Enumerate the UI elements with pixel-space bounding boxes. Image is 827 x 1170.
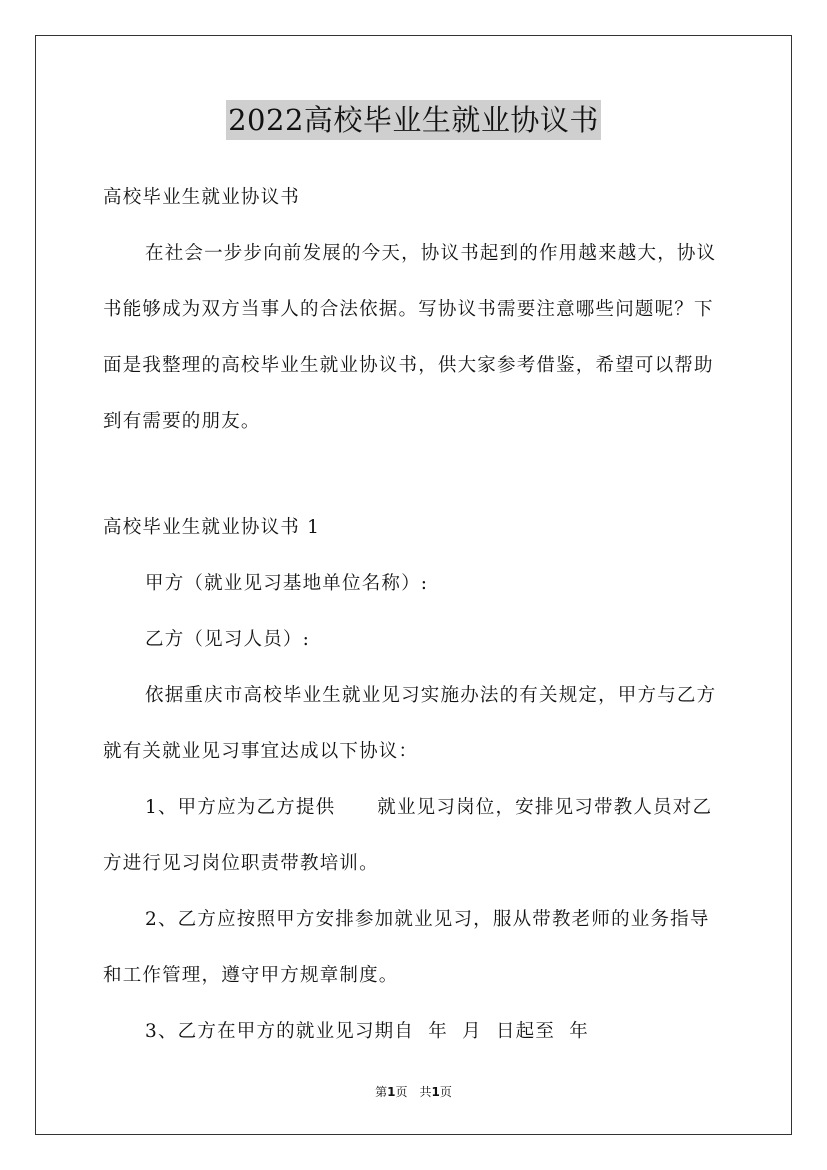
document-title: 2022高校毕业生就业协议书: [226, 100, 601, 140]
document-subtitle: 高校毕业生就业协议书: [103, 187, 301, 208]
page-prefix: 第: [375, 1085, 388, 1099]
document-body: [103, 170, 728, 1060]
party-a-line: 甲方（就业见习基地单位名称）:: [145, 573, 429, 594]
page-current: 1: [387, 1085, 396, 1099]
party-b-line: 乙方（见习人员）:: [145, 629, 311, 650]
page-unit: 页: [395, 1085, 408, 1099]
clause-3: 3、乙方在甲方的就业见习期自 年 月 日起至 年: [145, 1021, 589, 1042]
clause-2: 2、乙方应按照甲方安排参加就业见习，服从带教老师的业务指导和工作管理，遵守甲方规章制度。: [103, 909, 710, 986]
section-heading: 高校毕业生就业协议书 1: [103, 517, 321, 538]
page-footer: [0, 1084, 827, 1100]
clause-1-part-b: 就业见习岗位，安排见习带教人员对乙方进行见习岗位职责带教培训。: [103, 797, 713, 874]
total-prefix: 共: [419, 1085, 432, 1099]
intro-paragraph: 在社会一步步向前发展的今天，协议书起到的作用越来越大，协议书能够成为双方当事人的合法依据。写协议书需要注意哪些问题呢？下面是我整理的高校毕业生就业协议书，供大家参考借鉴，希望可以帮助到有需要的朋友。: [103, 243, 717, 432]
total-unit: 页: [439, 1085, 452, 1099]
page-total: 1: [431, 1085, 440, 1099]
paragraph-gap: [103, 450, 728, 500]
title-container: [0, 100, 827, 140]
clause-1-part-a: 1、甲方应为乙方提供: [145, 797, 336, 818]
clause-1: [103, 780, 728, 892]
preamble-paragraph: 依据重庆市高校毕业生就业见习实施办法的有关规定，甲方与乙方就有关就业见习事宜达成以下协议：: [103, 685, 717, 762]
